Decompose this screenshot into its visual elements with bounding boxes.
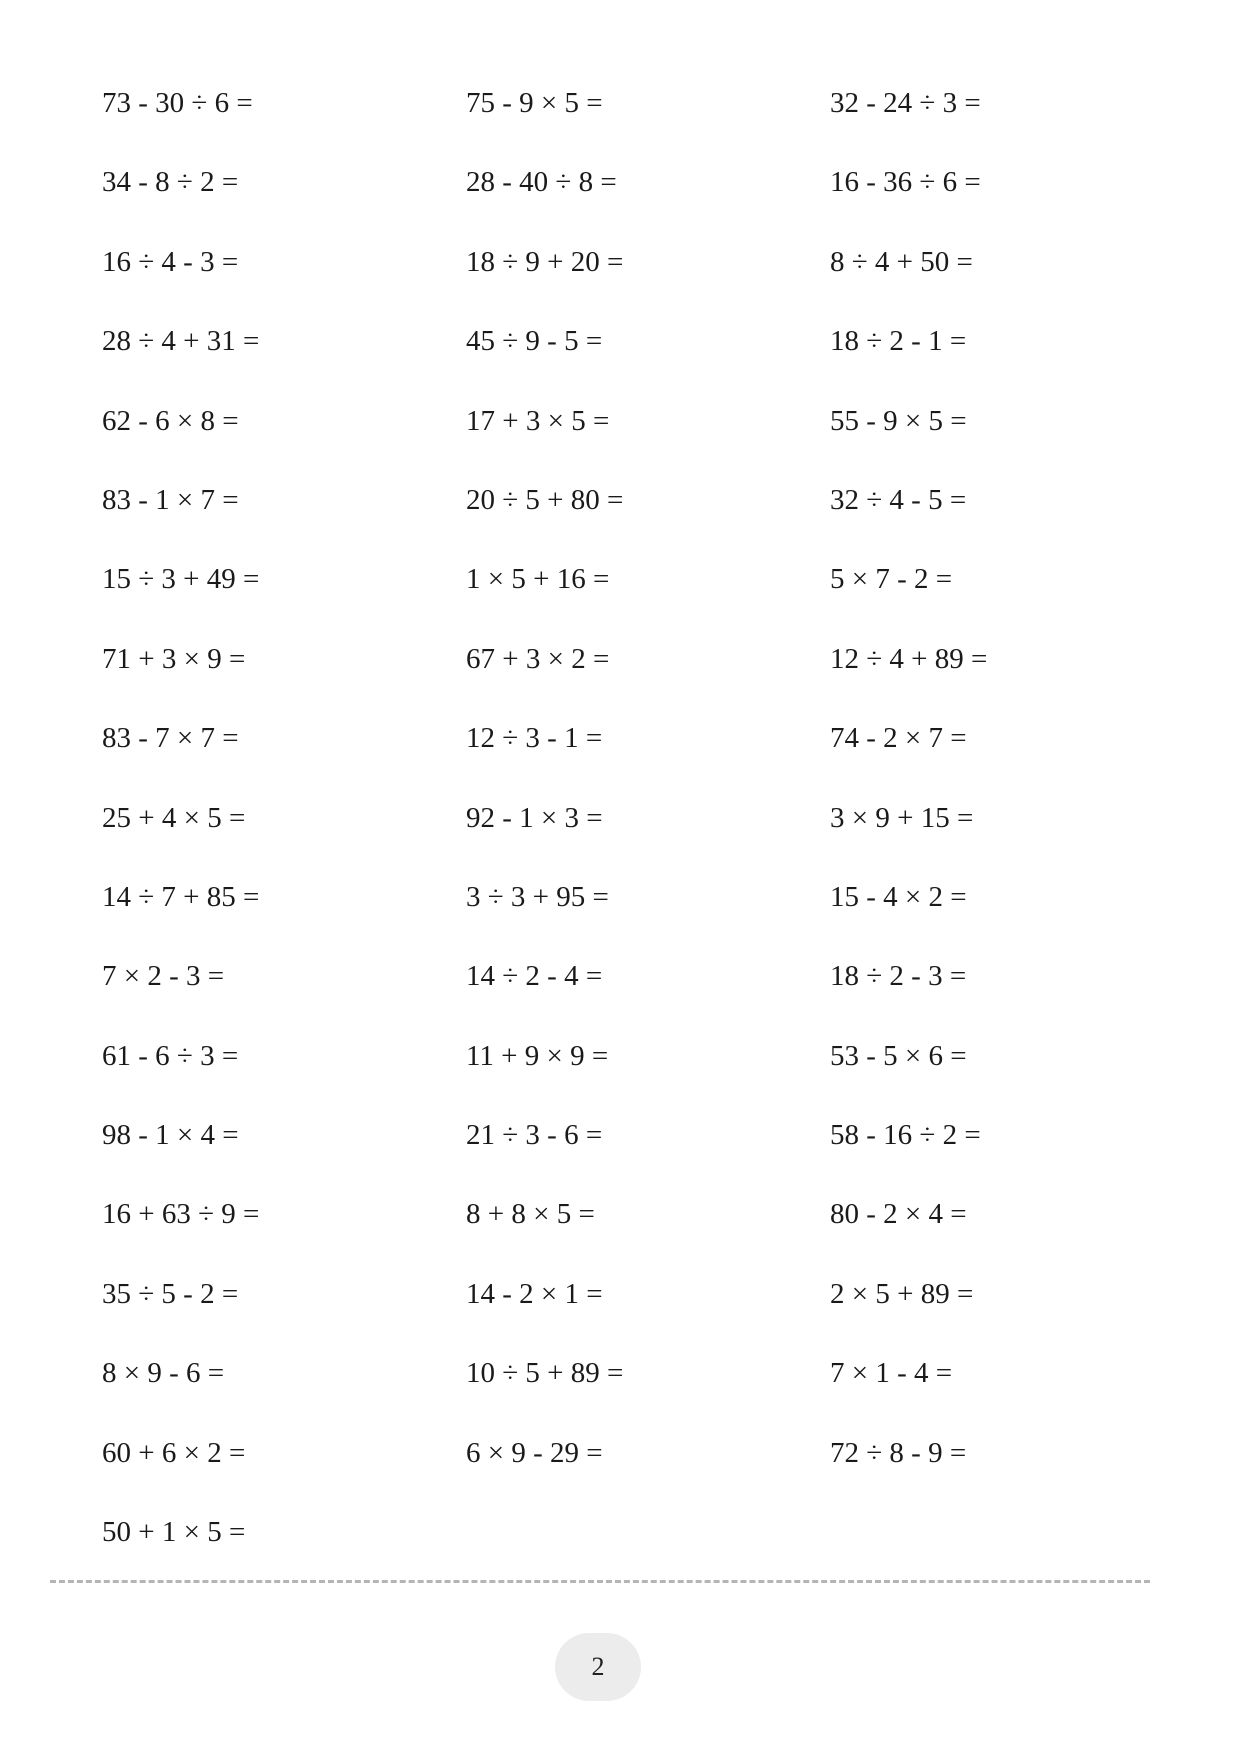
problem: 17 + 3 × 5 =: [466, 404, 610, 437]
problem: 21 ÷ 3 - 6 =: [466, 1119, 603, 1152]
problem: 14 ÷ 7 + 85 =: [102, 880, 260, 913]
problem: 3 × 9 + 15 =: [830, 801, 974, 834]
problem: 32 ÷ 4 - 5 =: [830, 483, 967, 516]
problem: 3 ÷ 3 + 95 =: [466, 880, 609, 913]
problem: 12 ÷ 3 - 1 =: [466, 722, 603, 755]
problem: 35 ÷ 5 - 2 =: [102, 1277, 239, 1310]
problem: 16 + 63 ÷ 9 =: [102, 1198, 260, 1231]
problem: 32 - 24 ÷ 3 =: [830, 87, 981, 119]
problem: 8 ÷ 4 + 50 =: [830, 245, 973, 278]
problem: 74 - 2 × 7 =: [830, 722, 967, 755]
problem: 1 × 5 + 16 =: [466, 563, 610, 596]
problem: 60 + 6 × 2 =: [102, 1436, 246, 1469]
problem: 67 + 3 × 2 =: [466, 642, 610, 675]
problem: 6 × 9 - 29 =: [466, 1436, 603, 1469]
problem: 45 ÷ 9 - 5 =: [466, 325, 603, 358]
problem: 11 + 9 × 9 =: [466, 1039, 609, 1072]
problem: 50 + 1 × 5 =: [102, 1516, 246, 1549]
problem: 80 - 2 × 4 =: [830, 1198, 967, 1231]
problem: 83 - 1 × 7 =: [102, 483, 239, 516]
problem: 98 - 1 × 4 =: [102, 1119, 239, 1152]
problem: 34 - 8 ÷ 2 =: [102, 166, 239, 199]
problem: 8 + 8 × 5 =: [466, 1198, 595, 1231]
problem: 62 - 6 × 8 =: [102, 404, 239, 437]
problem: 15 ÷ 3 + 49 =: [102, 563, 260, 596]
problem: 8 × 9 - 6 =: [102, 1357, 225, 1390]
problem: 16 - 36 ÷ 6 =: [830, 166, 981, 199]
problem: 10 ÷ 5 + 89 =: [466, 1357, 624, 1390]
problem: 53 - 5 × 6 =: [830, 1039, 967, 1072]
problem: 2 × 5 + 89 =: [830, 1277, 974, 1310]
problem: 58 - 16 ÷ 2 =: [830, 1119, 981, 1152]
problem: 14 - 2 × 1 =: [466, 1277, 603, 1310]
problem: 75 - 9 × 5 =: [466, 87, 603, 119]
page-number-badge: [555, 1633, 641, 1701]
problem: 28 - 40 ÷ 8 =: [466, 166, 617, 199]
problem: 7 × 2 - 3 =: [102, 960, 225, 993]
problem: 71 + 3 × 9 =: [102, 642, 246, 675]
problem: 5 × 7 - 2 =: [830, 563, 953, 596]
problem: 20 ÷ 5 + 80 =: [466, 483, 624, 516]
problem: 55 - 9 × 5 =: [830, 404, 967, 437]
problem: 12 ÷ 4 + 89 =: [830, 642, 988, 675]
problem: 73 - 30 ÷ 6 =: [102, 87, 253, 119]
problem: 15 - 4 × 2 =: [830, 880, 967, 913]
problem: 14 ÷ 2 - 4 =: [466, 960, 603, 993]
problem: 25 + 4 × 5 =: [102, 801, 246, 834]
problem: 28 ÷ 4 + 31 =: [102, 325, 260, 358]
problem: 18 ÷ 2 - 1 =: [830, 325, 967, 358]
problem: 18 ÷ 9 + 20 =: [466, 245, 624, 278]
problem: 72 ÷ 8 - 9 =: [830, 1436, 967, 1469]
problem: 18 ÷ 2 - 3 =: [830, 960, 967, 993]
dashed-divider: [50, 1580, 1150, 1583]
problem: 92 - 1 × 3 =: [466, 801, 603, 834]
problem: 83 - 7 × 7 =: [102, 722, 239, 755]
problem-grid: [102, 86, 1194, 1594]
page-number: 2: [591, 1652, 605, 1681]
problem: 16 ÷ 4 - 3 =: [102, 245, 239, 278]
problem: 61 - 6 ÷ 3 =: [102, 1039, 239, 1072]
problem: 7 × 1 - 4 =: [830, 1357, 953, 1390]
